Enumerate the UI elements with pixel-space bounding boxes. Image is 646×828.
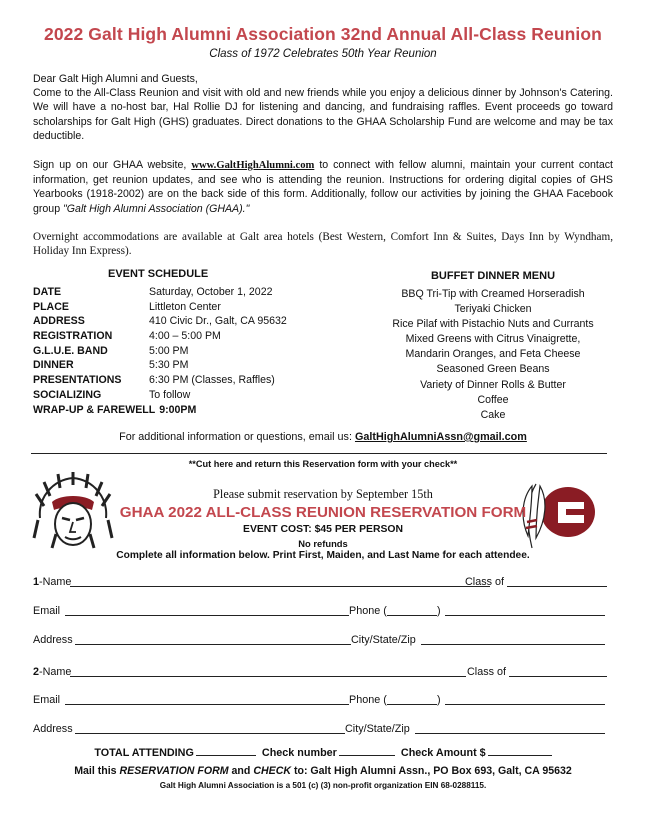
schedule-label: DINNER (33, 359, 74, 372)
submit-deadline: Please submit reservation by September 15th (213, 487, 433, 501)
schedule-value: Saturday, October 1, 2022 (149, 286, 273, 298)
contact-line (0, 431, 646, 443)
paragraph-invitation: Come to the All-Class Reunion and visit with old and new friends while you enjoy a delicious dinner by Johnson's Catering. We will have a no-host bar, Hal Rollie DJ for listening and dancing, and fundraising raffles. Event proceeds go toward scholarships for Galt High (GHS) graduates. Direct donations to the GHAA Scholarship Fund are welcome and may be tax deductible. (33, 87, 613, 142)
schedule-value: 5:00 PM (149, 344, 189, 357)
attendee1-area-code-field[interactable] (387, 615, 437, 616)
schedule-title: EVENT SCHEDULE (108, 268, 209, 280)
attendee1-city-label: City/State/Zip (351, 634, 416, 646)
website-link[interactable]: www.GaltHighAlumni.com (191, 160, 315, 171)
attendee1-name-row (33, 574, 609, 590)
paragraph-signup (33, 158, 613, 216)
schedule-label: G.L.U.E. BAND (33, 344, 108, 357)
schedule-value: 9:00PM (159, 403, 197, 416)
attendee2-email-label: Email (33, 694, 60, 706)
schedule-row (33, 358, 287, 373)
mail-text-a: Mail this (74, 765, 120, 777)
total-attending-field[interactable] (196, 755, 256, 756)
schedule-value: 6:30 PM (Classes, Raffles) (149, 374, 275, 387)
buffet-menu (380, 287, 606, 423)
menu-item: Mixed Greens with Citrus Vinaigrette, (405, 333, 581, 346)
signup-text-b: to connect with fellow alumni, maintain your current contact information, get reunion updates, and see who is attending the reunion. Instructions for ordering digital copies of GHS Yearbooks (1918-2002) are on the back side of this form. Additionally, follow our activities by joining the GHAA Facebook group (33, 159, 614, 215)
menu-item: Teriyaki Chicken (454, 303, 532, 316)
attendee2-phone-close: ) (437, 694, 441, 706)
attendee2-name-field[interactable] (70, 676, 466, 677)
total-attending-label: TOTAL ATTENDING (94, 747, 194, 759)
cut-line-divider (31, 453, 607, 454)
attendee2-class-label: Class of (467, 666, 507, 678)
attendee1-email-label: Email (33, 605, 60, 617)
menu-item: Rice Pilaf with Pistachio Nuts and Currants (392, 318, 594, 331)
menu-item: Coffee (477, 393, 509, 406)
nonprofit-statement: Galt High Alumni Association is a 501 (c) (3) non-profit organization EIN 68-0288115. (159, 781, 487, 790)
attendee1-phone-close: ) (437, 605, 441, 617)
schedule-row (33, 314, 287, 329)
schedule-label: SOCIALIZING (33, 388, 102, 401)
attendee2-name-label: 2-Name (33, 666, 72, 678)
attendee1-address-label: Address (33, 634, 73, 646)
attendee2-area-code-field[interactable] (387, 704, 437, 705)
attendee1-email-field[interactable] (65, 615, 349, 616)
contact-email-link[interactable]: GaltHighAlumniAssn@gmail.com (354, 431, 527, 443)
facebook-group-name: "Galt High Alumni Association (GHAA)." (63, 202, 250, 215)
schedule-label: DATE (33, 286, 62, 298)
schedule-value: Littleton Center (149, 300, 221, 313)
attendee1-address-row (33, 632, 609, 648)
menu-item: Seasoned Green Beans (436, 363, 550, 376)
mail-form-word: RESERVATION FORM (119, 765, 229, 777)
attendee1-class-label: Class of (465, 576, 505, 588)
attendee2-email-row (33, 692, 609, 708)
totals-row (0, 747, 646, 759)
mail-address: to: Galt High Alumni Assn., PO Box 693, Galt, CA 95632 (291, 765, 572, 777)
attendee2-phone-field[interactable] (445, 704, 605, 705)
attendee1-address-field[interactable] (75, 644, 351, 645)
schedule-row (33, 285, 287, 300)
page-subtitle: Class of 1972 Celebrates 50th Year Reunion (209, 48, 437, 60)
attendee1-class-field[interactable] (507, 586, 607, 587)
schedule-label: REGISTRATION (33, 330, 113, 343)
attendee2-class-field[interactable] (509, 676, 607, 677)
form-instructions: Complete all information below. Print First, Maiden, and Last Name for each attendee. (116, 550, 530, 561)
schedule-label: ADDRESS (33, 315, 85, 328)
mail-and-word: and (228, 765, 254, 777)
form-title: GHAA 2022 ALL-CLASS REUNION RESERVATION FORM (119, 504, 527, 521)
attendee2-phone-label: Phone ( (349, 694, 387, 706)
attendee1-name-label: 1-Name (33, 576, 72, 588)
check-amount-label: Check Amount $ (400, 747, 486, 759)
schedule-row (33, 329, 287, 344)
event-schedule (33, 285, 287, 417)
schedule-row (33, 344, 287, 359)
paragraph-accommodations: Overnight accommodations are available at Galt area hotels (Best Western, Comfort Inn & Suites, Days Inn by Wyndham, Holiday Inn Express). (33, 231, 613, 258)
attendee2-city-field[interactable] (415, 733, 605, 734)
menu-item: Mandarin Oranges, and Feta Cheese (405, 348, 581, 361)
attendee2-name-row (33, 664, 609, 680)
schedule-row (33, 403, 287, 418)
attendee1-phone-field[interactable] (445, 615, 605, 616)
attendee2-address-row (33, 721, 609, 737)
mail-check-word: CHECK (253, 765, 291, 777)
attendee2-city-label: City/State/Zip (345, 723, 410, 735)
schedule-value: 410 Civic Dr., Galt, CA 95632 (149, 315, 287, 328)
attendee2-email-field[interactable] (65, 704, 349, 705)
signup-text-a: Sign up on our GHAA website, (33, 159, 192, 171)
check-number-label: Check number (261, 747, 337, 759)
schedule-row (33, 388, 287, 403)
attendee1-city-field[interactable] (421, 644, 605, 645)
greeting: Dear Galt High Alumni and Guests, (33, 73, 198, 85)
check-number-field[interactable] (339, 755, 395, 756)
contact-text: For additional information or questions, email us: (119, 431, 355, 443)
letter-body (33, 72, 613, 143)
schedule-value: 5:30 PM (149, 359, 189, 372)
no-refunds-note: No refunds (298, 538, 348, 549)
attendee1-email-row (33, 603, 609, 619)
menu-item: Cake (480, 408, 506, 421)
menu-item: Variety of Dinner Rolls & Butter (420, 378, 566, 391)
schedule-label: PLACE (33, 300, 69, 313)
mailing-instructions (0, 765, 646, 777)
schedule-label: PRESENTATIONS (33, 374, 122, 387)
schedule-value: To follow (149, 388, 191, 401)
check-amount-field[interactable] (488, 755, 552, 756)
schedule-value: 4:00 – 5:00 PM (149, 330, 221, 343)
schedule-row (33, 300, 287, 315)
attendee1-name-field[interactable] (70, 586, 490, 587)
event-cost: EVENT COST: $45 PER PERSON (243, 524, 403, 535)
menu-item: BBQ Tri-Tip with Creamed Horseradish (401, 288, 585, 300)
attendee1-phone-label: Phone ( (349, 605, 387, 617)
schedule-label: WRAP-UP & FAREWELL (33, 403, 156, 416)
page-title: 2022 Galt High Alumni Association 32nd Annual All-Class Reunion (44, 24, 602, 44)
attendee2-address-label: Address (33, 723, 73, 735)
cut-note: **Cut here and return this Reservation form with your check** (188, 459, 458, 469)
menu-title: BUFFET DINNER MENU (430, 270, 556, 282)
schedule-row (33, 373, 287, 388)
attendee2-address-field[interactable] (75, 733, 345, 734)
